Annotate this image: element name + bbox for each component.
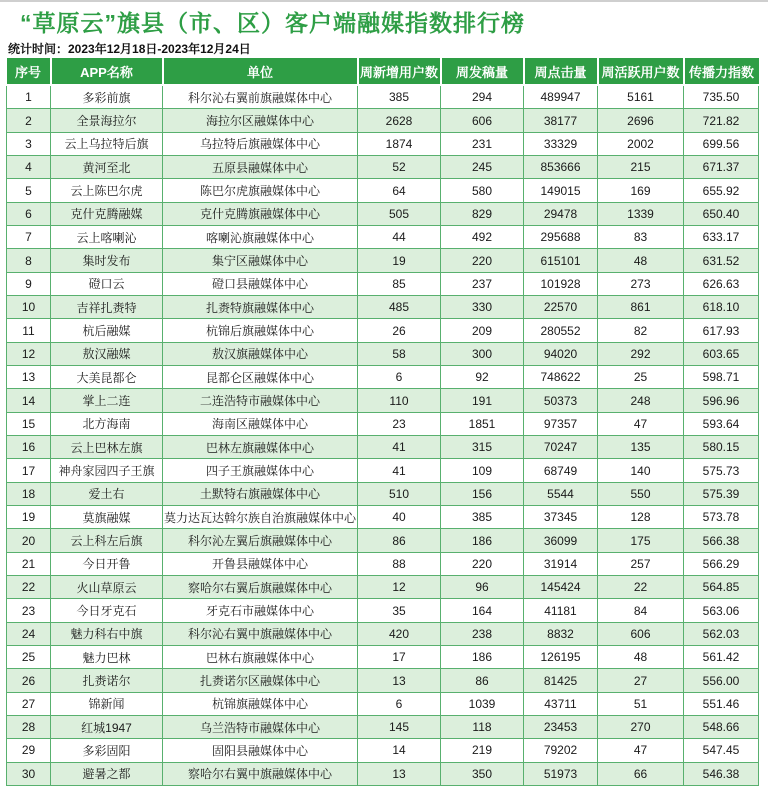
cell-unit: 扎赉诺尔区融媒体中心 bbox=[163, 669, 358, 692]
cell-rank: 13 bbox=[7, 366, 51, 389]
table-row bbox=[7, 132, 759, 155]
cell-rank: 2 bbox=[7, 109, 51, 132]
col-header-index: 传播力指数 bbox=[684, 58, 759, 85]
cell-clicks: 33329 bbox=[524, 132, 598, 155]
col-header-rank: 序号 bbox=[7, 58, 51, 85]
cell-clicks: 31914 bbox=[524, 552, 598, 575]
cell-active-users: 292 bbox=[598, 342, 684, 365]
cell-rank: 8 bbox=[7, 249, 51, 272]
cell-app-name: 多彩前旗 bbox=[51, 85, 163, 109]
cell-app-name: 锦新闻 bbox=[51, 692, 163, 715]
cell-unit: 巴林右旗融媒体中心 bbox=[163, 646, 358, 669]
cell-clicks: 37345 bbox=[524, 506, 598, 529]
cell-clicks: 36099 bbox=[524, 529, 598, 552]
col-header-new-users: 周新增用户数 bbox=[358, 58, 441, 85]
stat-period-label: 统计时间：2023年12月18日-2023年12月24日 bbox=[8, 42, 251, 56]
cell-unit: 二连浩特市融媒体中心 bbox=[163, 389, 358, 412]
table-row bbox=[7, 576, 759, 599]
cell-clicks: 79202 bbox=[524, 739, 598, 762]
cell-posts: 315 bbox=[441, 436, 524, 459]
cell-rank: 23 bbox=[7, 599, 51, 622]
cell-clicks: 29478 bbox=[524, 202, 598, 225]
cell-clicks: 70247 bbox=[524, 436, 598, 459]
cell-unit: 莫力达瓦达斡尔族自治旗融媒体中心 bbox=[163, 506, 358, 529]
cell-posts: 300 bbox=[441, 342, 524, 365]
cell-unit: 察哈尔右翼后旗融媒体中心 bbox=[163, 576, 358, 599]
cell-new-users: 6 bbox=[358, 692, 441, 715]
cell-rank: 22 bbox=[7, 576, 51, 599]
cell-index: 547.45 bbox=[684, 739, 759, 762]
cell-clicks: 23453 bbox=[524, 716, 598, 739]
cell-rank: 9 bbox=[7, 272, 51, 295]
table-row bbox=[7, 412, 759, 435]
cell-posts: 109 bbox=[441, 459, 524, 482]
cell-clicks: 126195 bbox=[524, 646, 598, 669]
table-row bbox=[7, 272, 759, 295]
cell-index: 556.00 bbox=[684, 669, 759, 692]
cell-app-name: 避暑之都 bbox=[51, 762, 163, 785]
cell-new-users: 13 bbox=[358, 669, 441, 692]
cell-index: 566.29 bbox=[684, 552, 759, 575]
cell-app-name: 黄河至北 bbox=[51, 156, 163, 179]
cell-active-users: 84 bbox=[598, 599, 684, 622]
cell-index: 671.37 bbox=[684, 156, 759, 179]
cell-index: 573.78 bbox=[684, 506, 759, 529]
cell-unit: 海拉尔区融媒体中心 bbox=[163, 109, 358, 132]
cell-posts: 118 bbox=[441, 716, 524, 739]
cell-new-users: 19 bbox=[358, 249, 441, 272]
cell-index: 561.42 bbox=[684, 646, 759, 669]
table-row bbox=[7, 716, 759, 739]
cell-clicks: 81425 bbox=[524, 669, 598, 692]
cell-new-users: 64 bbox=[358, 179, 441, 202]
cell-active-users: 5161 bbox=[598, 85, 684, 109]
cell-app-name: 红城1947 bbox=[51, 716, 163, 739]
cell-index: 598.71 bbox=[684, 366, 759, 389]
cell-rank: 16 bbox=[7, 436, 51, 459]
cell-rank: 4 bbox=[7, 156, 51, 179]
cell-clicks: 68749 bbox=[524, 459, 598, 482]
cell-app-name: 大美昆都仑 bbox=[51, 366, 163, 389]
cell-active-users: 2002 bbox=[598, 132, 684, 155]
table-row bbox=[7, 202, 759, 225]
cell-posts: 220 bbox=[441, 249, 524, 272]
cell-posts: 164 bbox=[441, 599, 524, 622]
col-header-clicks: 周点击量 bbox=[524, 58, 598, 85]
cell-new-users: 110 bbox=[358, 389, 441, 412]
table-row bbox=[7, 739, 759, 762]
cell-unit: 杭锦后旗融媒体中心 bbox=[163, 319, 358, 342]
cell-index: 618.10 bbox=[684, 296, 759, 319]
cell-index: 593.64 bbox=[684, 412, 759, 435]
table-row bbox=[7, 599, 759, 622]
cell-new-users: 6 bbox=[358, 366, 441, 389]
cell-unit: 科尔沁右翼前旗融媒体中心 bbox=[163, 85, 358, 109]
cell-unit: 杭锦旗融媒体中心 bbox=[163, 692, 358, 715]
cell-app-name: 集时发布 bbox=[51, 249, 163, 272]
cell-clicks: 38177 bbox=[524, 109, 598, 132]
table-row bbox=[7, 436, 759, 459]
cell-posts: 385 bbox=[441, 506, 524, 529]
cell-app-name: 火山草原云 bbox=[51, 576, 163, 599]
cell-unit: 克什克腾旗融媒体中心 bbox=[163, 202, 358, 225]
col-header-unit: 单位 bbox=[163, 58, 358, 85]
cell-rank: 26 bbox=[7, 669, 51, 692]
cell-posts: 96 bbox=[441, 576, 524, 599]
cell-active-users: 2696 bbox=[598, 109, 684, 132]
cell-index: 566.38 bbox=[684, 529, 759, 552]
cell-new-users: 17 bbox=[358, 646, 441, 669]
cell-posts: 219 bbox=[441, 739, 524, 762]
cell-unit: 四子王旗融媒体中心 bbox=[163, 459, 358, 482]
table-row bbox=[7, 529, 759, 552]
cell-posts: 86 bbox=[441, 669, 524, 692]
cell-rank: 24 bbox=[7, 622, 51, 645]
cell-rank: 3 bbox=[7, 132, 51, 155]
cell-rank: 1 bbox=[7, 85, 51, 109]
cell-app-name: 敖汉融媒 bbox=[51, 342, 163, 365]
cell-index: 631.52 bbox=[684, 249, 759, 272]
cell-posts: 245 bbox=[441, 156, 524, 179]
cell-unit: 开鲁县融媒体中心 bbox=[163, 552, 358, 575]
cell-rank: 6 bbox=[7, 202, 51, 225]
cell-new-users: 58 bbox=[358, 342, 441, 365]
cell-active-users: 273 bbox=[598, 272, 684, 295]
cell-clicks: 145424 bbox=[524, 576, 598, 599]
cell-posts: 580 bbox=[441, 179, 524, 202]
cell-rank: 18 bbox=[7, 482, 51, 505]
cell-clicks: 615101 bbox=[524, 249, 598, 272]
cell-unit: 喀喇沁旗融媒体中心 bbox=[163, 226, 358, 249]
table-row bbox=[7, 646, 759, 669]
cell-rank: 17 bbox=[7, 459, 51, 482]
cell-clicks: 489947 bbox=[524, 85, 598, 109]
page-title: “草原云”旗县（市、区）客户端融媒指数排行榜 bbox=[20, 10, 525, 36]
table-header bbox=[7, 58, 759, 85]
cell-unit: 固阳县融媒体中心 bbox=[163, 739, 358, 762]
cell-app-name: 云上陈巴尔虎 bbox=[51, 179, 163, 202]
cell-new-users: 85 bbox=[358, 272, 441, 295]
col-header-active-users: 周活跃用户数 bbox=[598, 58, 684, 85]
cell-posts: 186 bbox=[441, 529, 524, 552]
cell-rank: 10 bbox=[7, 296, 51, 319]
cell-active-users: 135 bbox=[598, 436, 684, 459]
table-row bbox=[7, 622, 759, 645]
cell-clicks: 853666 bbox=[524, 156, 598, 179]
cell-clicks: 22570 bbox=[524, 296, 598, 319]
cell-index: 699.56 bbox=[684, 132, 759, 155]
cell-new-users: 88 bbox=[358, 552, 441, 575]
cell-index: 617.93 bbox=[684, 319, 759, 342]
col-header-app-name: APP名称 bbox=[51, 58, 163, 85]
table-body bbox=[7, 85, 759, 786]
cell-app-name: 云上科左后旗 bbox=[51, 529, 163, 552]
cell-active-users: 248 bbox=[598, 389, 684, 412]
cell-app-name: 克什克腾融媒 bbox=[51, 202, 163, 225]
cell-clicks: 41181 bbox=[524, 599, 598, 622]
cell-rank: 12 bbox=[7, 342, 51, 365]
table-row bbox=[7, 319, 759, 342]
cell-posts: 294 bbox=[441, 85, 524, 109]
cell-active-users: 550 bbox=[598, 482, 684, 505]
cell-active-users: 140 bbox=[598, 459, 684, 482]
cell-posts: 1851 bbox=[441, 412, 524, 435]
cell-app-name: 掌上二连 bbox=[51, 389, 163, 412]
cell-index: 721.82 bbox=[684, 109, 759, 132]
cell-app-name: 磴口云 bbox=[51, 272, 163, 295]
cell-active-users: 25 bbox=[598, 366, 684, 389]
cell-app-name: 爱土右 bbox=[51, 482, 163, 505]
cell-index: 575.39 bbox=[684, 482, 759, 505]
cell-index: 650.40 bbox=[684, 202, 759, 225]
cell-active-users: 128 bbox=[598, 506, 684, 529]
media-index-ranking-table bbox=[6, 58, 759, 786]
table-row bbox=[7, 296, 759, 319]
cell-app-name: 云上巴林左旗 bbox=[51, 436, 163, 459]
cell-clicks: 50373 bbox=[524, 389, 598, 412]
cell-index: 655.92 bbox=[684, 179, 759, 202]
cell-app-name: 魅力巴林 bbox=[51, 646, 163, 669]
cell-posts: 829 bbox=[441, 202, 524, 225]
cell-posts: 191 bbox=[441, 389, 524, 412]
cell-active-users: 48 bbox=[598, 646, 684, 669]
cell-app-name: 今日牙克石 bbox=[51, 599, 163, 622]
cell-posts: 92 bbox=[441, 366, 524, 389]
top-border-line bbox=[0, 0, 768, 2]
cell-active-users: 257 bbox=[598, 552, 684, 575]
cell-unit: 扎赉特旗融媒体中心 bbox=[163, 296, 358, 319]
cell-unit: 海南区融媒体中心 bbox=[163, 412, 358, 435]
cell-new-users: 41 bbox=[358, 459, 441, 482]
cell-posts: 1039 bbox=[441, 692, 524, 715]
cell-active-users: 83 bbox=[598, 226, 684, 249]
cell-index: 735.50 bbox=[684, 85, 759, 109]
cell-unit: 乌拉特后旗融媒体中心 bbox=[163, 132, 358, 155]
cell-active-users: 47 bbox=[598, 412, 684, 435]
cell-index: 580.15 bbox=[684, 436, 759, 459]
cell-posts: 220 bbox=[441, 552, 524, 575]
cell-new-users: 40 bbox=[358, 506, 441, 529]
cell-new-users: 14 bbox=[358, 739, 441, 762]
cell-posts: 606 bbox=[441, 109, 524, 132]
cell-rank: 11 bbox=[7, 319, 51, 342]
col-header-posts: 周发稿量 bbox=[441, 58, 524, 85]
cell-app-name: 扎赉诺尔 bbox=[51, 669, 163, 692]
cell-clicks: 5544 bbox=[524, 482, 598, 505]
cell-posts: 156 bbox=[441, 482, 524, 505]
cell-clicks: 43711 bbox=[524, 692, 598, 715]
cell-posts: 186 bbox=[441, 646, 524, 669]
table-row bbox=[7, 109, 759, 132]
table-row bbox=[7, 669, 759, 692]
cell-active-users: 48 bbox=[598, 249, 684, 272]
cell-index: 562.03 bbox=[684, 622, 759, 645]
cell-rank: 30 bbox=[7, 762, 51, 785]
table-row bbox=[7, 226, 759, 249]
cell-app-name: 吉祥扎赉特 bbox=[51, 296, 163, 319]
cell-app-name: 神舟家园四子王旗 bbox=[51, 459, 163, 482]
cell-active-users: 861 bbox=[598, 296, 684, 319]
cell-clicks: 97357 bbox=[524, 412, 598, 435]
cell-posts: 231 bbox=[441, 132, 524, 155]
table-row bbox=[7, 249, 759, 272]
cell-clicks: 101928 bbox=[524, 272, 598, 295]
cell-active-users: 47 bbox=[598, 739, 684, 762]
cell-new-users: 385 bbox=[358, 85, 441, 109]
cell-rank: 21 bbox=[7, 552, 51, 575]
cell-new-users: 86 bbox=[358, 529, 441, 552]
table-row bbox=[7, 179, 759, 202]
cell-rank: 27 bbox=[7, 692, 51, 715]
cell-index: 633.17 bbox=[684, 226, 759, 249]
cell-unit: 敖汉旗融媒体中心 bbox=[163, 342, 358, 365]
cell-app-name: 云上喀喇沁 bbox=[51, 226, 163, 249]
cell-rank: 25 bbox=[7, 646, 51, 669]
table-row bbox=[7, 389, 759, 412]
cell-app-name: 多彩固阳 bbox=[51, 739, 163, 762]
table-row bbox=[7, 692, 759, 715]
cell-index: 551.46 bbox=[684, 692, 759, 715]
cell-new-users: 13 bbox=[358, 762, 441, 785]
cell-clicks: 295688 bbox=[524, 226, 598, 249]
cell-posts: 209 bbox=[441, 319, 524, 342]
cell-unit: 科尔沁左翼后旗融媒体中心 bbox=[163, 529, 358, 552]
cell-rank: 15 bbox=[7, 412, 51, 435]
cell-index: 546.38 bbox=[684, 762, 759, 785]
table-row bbox=[7, 552, 759, 575]
cell-app-name: 杭后融媒 bbox=[51, 319, 163, 342]
cell-rank: 20 bbox=[7, 529, 51, 552]
cell-clicks: 51973 bbox=[524, 762, 598, 785]
table-row bbox=[7, 85, 759, 109]
table-row bbox=[7, 459, 759, 482]
table-row bbox=[7, 342, 759, 365]
cell-active-users: 22 bbox=[598, 576, 684, 599]
table-row bbox=[7, 156, 759, 179]
cell-unit: 陈巴尔虎旗融媒体中心 bbox=[163, 179, 358, 202]
cell-new-users: 35 bbox=[358, 599, 441, 622]
cell-new-users: 41 bbox=[358, 436, 441, 459]
cell-unit: 五原县融媒体中心 bbox=[163, 156, 358, 179]
table-row bbox=[7, 506, 759, 529]
cell-unit: 磴口县融媒体中心 bbox=[163, 272, 358, 295]
cell-clicks: 280552 bbox=[524, 319, 598, 342]
cell-posts: 350 bbox=[441, 762, 524, 785]
cell-active-users: 606 bbox=[598, 622, 684, 645]
cell-app-name: 魅力科右中旗 bbox=[51, 622, 163, 645]
cell-active-users: 175 bbox=[598, 529, 684, 552]
cell-rank: 14 bbox=[7, 389, 51, 412]
cell-active-users: 169 bbox=[598, 179, 684, 202]
cell-unit: 昆都仑区融媒体中心 bbox=[163, 366, 358, 389]
cell-new-users: 26 bbox=[358, 319, 441, 342]
cell-index: 603.65 bbox=[684, 342, 759, 365]
cell-posts: 237 bbox=[441, 272, 524, 295]
cell-rank: 5 bbox=[7, 179, 51, 202]
cell-active-users: 270 bbox=[598, 716, 684, 739]
cell-posts: 238 bbox=[441, 622, 524, 645]
cell-active-users: 27 bbox=[598, 669, 684, 692]
cell-index: 563.06 bbox=[684, 599, 759, 622]
cell-new-users: 510 bbox=[358, 482, 441, 505]
cell-index: 626.63 bbox=[684, 272, 759, 295]
table-row bbox=[7, 482, 759, 505]
cell-posts: 492 bbox=[441, 226, 524, 249]
cell-new-users: 44 bbox=[358, 226, 441, 249]
table-row bbox=[7, 762, 759, 785]
cell-rank: 7 bbox=[7, 226, 51, 249]
cell-unit: 巴林左旗融媒体中心 bbox=[163, 436, 358, 459]
cell-new-users: 145 bbox=[358, 716, 441, 739]
cell-unit: 土默特右旗融媒体中心 bbox=[163, 482, 358, 505]
cell-unit: 牙克石市融媒体中心 bbox=[163, 599, 358, 622]
cell-unit: 乌兰浩特市融媒体中心 bbox=[163, 716, 358, 739]
cell-active-users: 215 bbox=[598, 156, 684, 179]
table-row bbox=[7, 366, 759, 389]
cell-unit: 集宁区融媒体中心 bbox=[163, 249, 358, 272]
cell-unit: 科尔沁右翼中旗融媒体中心 bbox=[163, 622, 358, 645]
cell-app-name: 云上乌拉特后旗 bbox=[51, 132, 163, 155]
cell-new-users: 23 bbox=[358, 412, 441, 435]
cell-index: 575.73 bbox=[684, 459, 759, 482]
cell-rank: 28 bbox=[7, 716, 51, 739]
cell-new-users: 12 bbox=[358, 576, 441, 599]
cell-app-name: 今日开鲁 bbox=[51, 552, 163, 575]
cell-active-users: 51 bbox=[598, 692, 684, 715]
cell-index: 564.85 bbox=[684, 576, 759, 599]
cell-new-users: 52 bbox=[358, 156, 441, 179]
cell-index: 596.96 bbox=[684, 389, 759, 412]
cell-rank: 29 bbox=[7, 739, 51, 762]
cell-unit: 察哈尔右翼中旗融媒体中心 bbox=[163, 762, 358, 785]
cell-clicks: 149015 bbox=[524, 179, 598, 202]
cell-clicks: 94020 bbox=[524, 342, 598, 365]
cell-new-users: 485 bbox=[358, 296, 441, 319]
cell-new-users: 1874 bbox=[358, 132, 441, 155]
cell-new-users: 2628 bbox=[358, 109, 441, 132]
cell-posts: 330 bbox=[441, 296, 524, 319]
cell-index: 548.66 bbox=[684, 716, 759, 739]
cell-app-name: 莫旗融媒 bbox=[51, 506, 163, 529]
cell-clicks: 748622 bbox=[524, 366, 598, 389]
cell-active-users: 1339 bbox=[598, 202, 684, 225]
cell-new-users: 505 bbox=[358, 202, 441, 225]
cell-active-users: 82 bbox=[598, 319, 684, 342]
cell-app-name: 全景海拉尔 bbox=[51, 109, 163, 132]
table-header-row bbox=[7, 58, 759, 85]
cell-rank: 19 bbox=[7, 506, 51, 529]
cell-new-users: 420 bbox=[358, 622, 441, 645]
cell-app-name: 北方海南 bbox=[51, 412, 163, 435]
cell-active-users: 66 bbox=[598, 762, 684, 785]
cell-clicks: 8832 bbox=[524, 622, 598, 645]
